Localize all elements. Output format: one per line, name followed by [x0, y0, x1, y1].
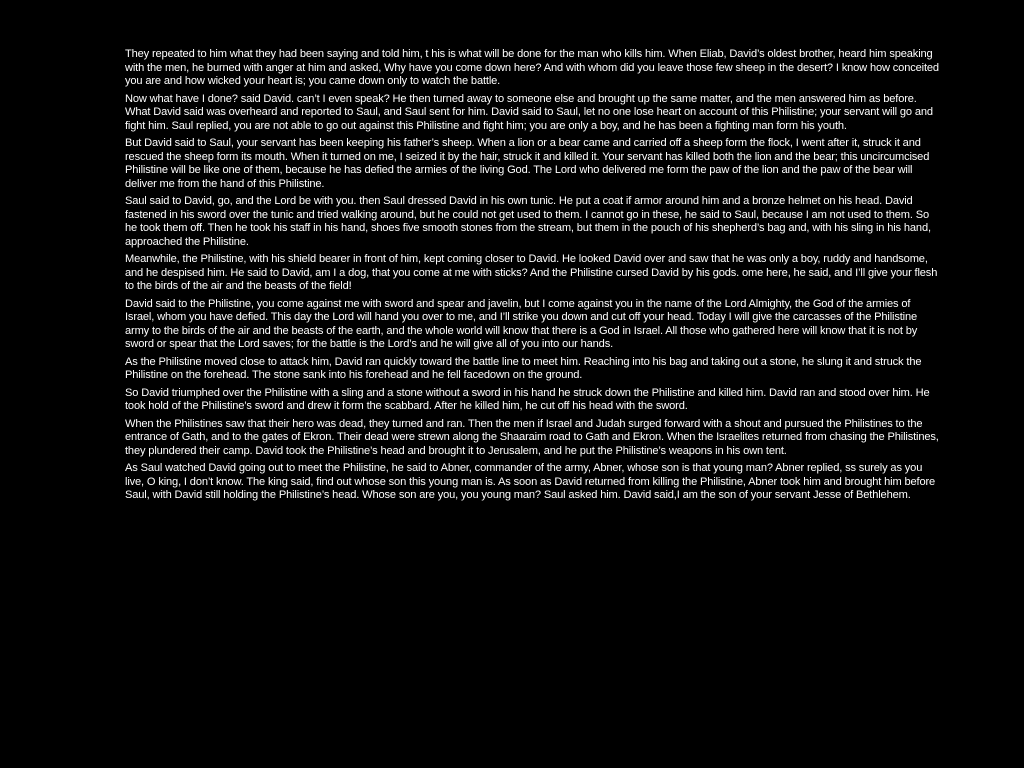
paragraph: As the Philistine moved close to attack him, David ran quickly toward the battle line to meet him. Reaching into his bag and taking out a stone, he slung it and struck the Philistine on the forehead. The stone sank into his forehead and he fell facedown on the ground.	[125, 355, 922, 381]
paragraph: David said to the Philistine, you come against me with sword and spear and javelin, but I come against you in the name of the Lord Almighty, the God of the armies of Israel, whom you have defied. This day the Lord will hand you over to me, and I’ll strike you down and cut off your head. Today I will give the carcasses of the Philistine army to the birds of the air and the beasts of the earth, and the whole world will know that there is a God in Israel. All those who gathered here will know that it is not by sword or spear that the Lord saves; for the battle is the Lord’s and he will give all of you into our hands.	[125, 297, 918, 350]
paragraph: Meanwhile, the Philistine, with his shield bearer in front of him, kept coming closer to David. He looked David over and saw that he was only a boy, ruddy and handsome, and he despised him. He said to David, am I a dog, that you come at me with sticks? And the Philistine cursed David by his gods. ome here, he said, and I’ll give your flesh to the birds of the air and the beasts of the field!	[125, 253, 938, 292]
paragraph: They repeated to him what they had been saying and told him, t his is what will be done for the man who kills him. When Eliab, David’s oldest brother, heard him speaking with the men, he burned with anger at him and asked, Why have you come down here? And with whom did you leave those few sheep in the desert? I know how conceited you are and how wicked your heart is; you came down only to watch the battle.	[125, 48, 939, 87]
paragraph: But David said to Saul, your servant has been keeping his father’s sheep. When a lion or a bear came and carried off a sheep form the flock, I went after it, struck it and rescued the sheep form its mouth. When it turned on me, I seized it by the hair, struck it and killed it. Your servant has killed both the lion and the bear; this uncircumcised Philistine will be like one of them, because he has defied the armies of the living God. The Lord who delivered me form the paw of the lion and the paw of the bear will deliver me from the hand of this Philistine.	[125, 137, 930, 190]
paragraph: As Saul watched David going out to meet the Philistine, he said to Abner, commander of the army, Abner, whose son is that young man? Abner replied, ss surely as you live, O king, I don’t know. The king said, find out whose son this young man is. As soon as David returned from killing the Philistine, Abner took him and brought him before Saul, with David still holding the Philistine’s head. Whose son are you, you young man? Saul asked him. David said,I am the son of your servant Jesse of Bethlehem.	[125, 462, 936, 501]
paragraph: Saul said to David, go, and the Lord be with you. then Saul dressed David in his own tunic. He put a coat if armor around him and a bronze helmet on his head. David fastened in his sword over the tunic and tried walking around, but he could not get used to them. I cannot go in these, he said to Saul, because I am not used to them. So he took them off. Then he took his staff in his hand, shoes five smooth stones from the stream, but them in the pouch of his shepherd’s bag and, with his sling in his hand, approached the Philistine.	[125, 195, 931, 248]
paragraph: Now what have I done? said David. can’t I even speak? He then turned away to someone else and brought up the same matter, and the men answered him as before. What David said was overheard and reported to Saul, and Saul sent for him. David said to Saul, let no one lose heart on account of this Philistine; your servant will go and fight him. Saul replied, you are not able to go out against this Philistine and fight him; you are only a boy, and he has been a fighting man form his youth.	[125, 92, 933, 132]
paragraph: So David triumphed over the Philistine with a sling and a stone without a sword in his hand he struck down the Philistine and killed him. David ran and stood over him. He took hold of the Philistine’s sword and drew it form the scabbard. After he killed him, he cut off his head with the sword.	[125, 386, 930, 412]
paragraph: When the Philistines saw that their hero was dead, they turned and ran. Then the men if Israel and Judah surged forward with a shout and pursued the Philistines to the entrance of Gath, and to the gates of Ekron. Their dead were strewn along the Shaaraim road to Gath and Ekron. When the Israelites returned from chasing the Philistines, they plundered their camp. David took the Philistine’s head and brought it to Jerusalem, and he put the Philistine’s weapons in his own tent.	[125, 417, 939, 457]
body-text	[125, 48, 939, 507]
